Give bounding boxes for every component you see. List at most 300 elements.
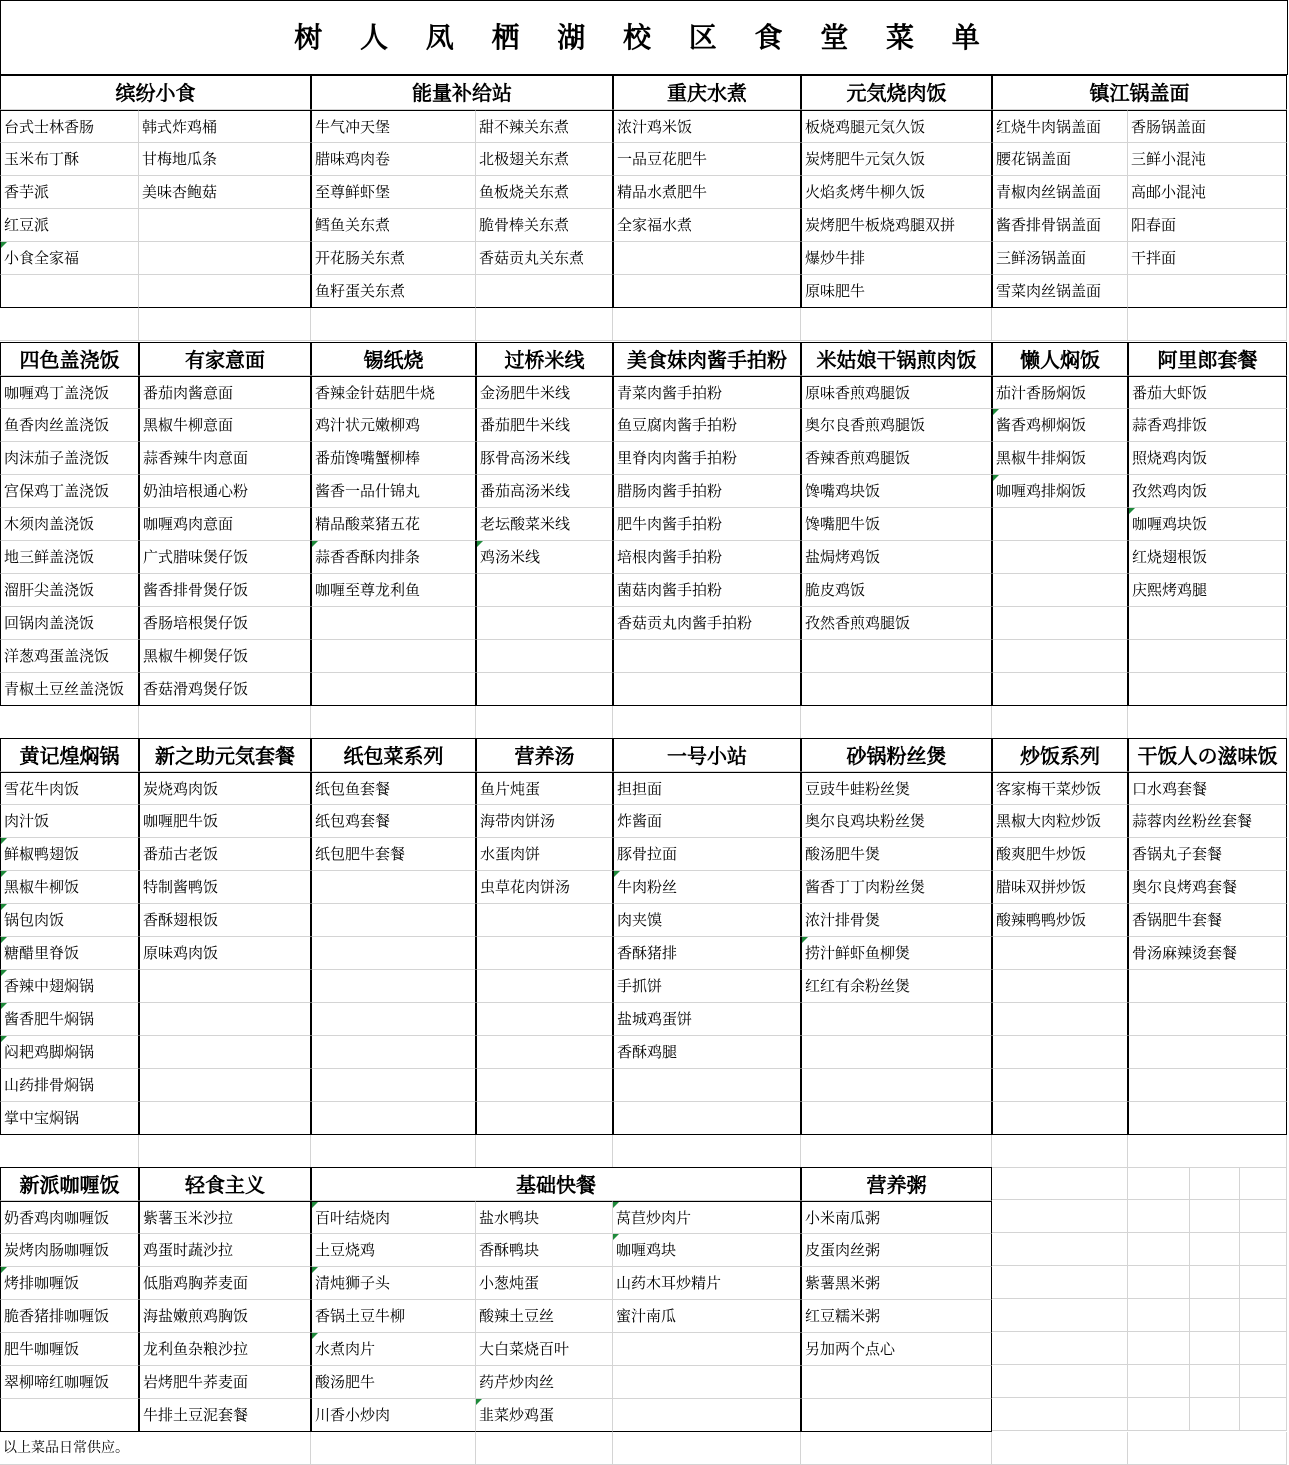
menu-item: 纸包鱼套餐	[311, 772, 476, 805]
menu-item: 鱼豆腐肉酱手拍粉	[613, 409, 801, 442]
menu-item: 一品豆花肥牛	[613, 143, 801, 176]
empty-cell	[0, 275, 139, 308]
menu-item: 黑椒牛柳煲仔饭	[139, 640, 311, 673]
menu-item: 咖喱至尊龙利鱼	[311, 574, 476, 607]
menu-item: 蒜香鸡排饭	[1128, 409, 1287, 442]
spacer-cell	[476, 1432, 613, 1465]
menu-item: 奥尔良香煎鸡腿饭	[801, 409, 992, 442]
empty-cell	[801, 1003, 992, 1036]
menu-item: 韩式炸鸡桶	[139, 110, 311, 143]
section-header: 炒饭系列	[992, 738, 1128, 772]
spacer-cell	[311, 1432, 476, 1465]
menu-item: 咖喱鸡排焖饭	[992, 475, 1128, 508]
spacer-cell	[992, 1398, 1128, 1431]
empty-cell	[613, 1069, 801, 1102]
empty-cell	[311, 904, 476, 937]
menu-item: 地三鲜盖浇饭	[0, 541, 139, 574]
menu-item: 馋嘴鸡块饭	[801, 475, 992, 508]
empty-cell	[613, 640, 801, 673]
menu-item: 香酥鸡腿	[613, 1036, 801, 1069]
menu-item: 特制酱鸭饭	[139, 871, 311, 904]
empty-cell	[613, 242, 801, 275]
menu-item: 蒜香香酥肉排条	[311, 541, 476, 574]
empty-cell	[311, 640, 476, 673]
spacer-cell	[0, 308, 139, 341]
menu-item: 香肠培根煲仔饭	[139, 607, 311, 640]
menu-item: 烤排咖喱饭	[0, 1267, 139, 1300]
section-header: 美食妹肉酱手拍粉	[613, 342, 801, 376]
menu-item: 原味鸡肉饭	[139, 937, 311, 970]
menu-item: 腊味鸡肉卷	[311, 143, 476, 176]
empty-cell	[139, 209, 311, 242]
menu-item: 水煮肉片	[311, 1333, 476, 1366]
menu-item: 紫薯黑米粥	[801, 1267, 992, 1300]
menu-item: 糖醋里脊饭	[0, 937, 139, 970]
empty-cell	[311, 871, 476, 904]
menu-item: 虫草花肉饼汤	[476, 871, 613, 904]
footer-note: 以上菜品日常供应。	[0, 1432, 311, 1465]
spacer-cell	[1240, 1167, 1287, 1200]
menu-item: 蒜蓉肉丝粉丝套餐	[1128, 805, 1287, 838]
menu-item: 蜜汁南瓜	[613, 1300, 801, 1333]
menu-item: 精品水煮肥牛	[613, 176, 801, 209]
spacer-cell	[613, 308, 801, 341]
empty-cell	[992, 937, 1128, 970]
spacer-cell	[476, 1135, 613, 1168]
menu-item: 番茄高汤米线	[476, 475, 613, 508]
menu-item: 咖喱鸡丁盖浇饭	[0, 376, 139, 409]
spacer-cell	[139, 706, 311, 739]
menu-item: 黑椒牛柳意面	[139, 409, 311, 442]
menu-item: 低脂鸡胸荞麦面	[139, 1267, 311, 1300]
menu-item: 盐水鸭块	[476, 1201, 613, 1234]
menu-item: 肥牛咖喱饭	[0, 1333, 139, 1366]
section-header: 重庆水煮	[613, 75, 801, 110]
empty-cell	[992, 541, 1128, 574]
menu-item: 全家福水煮	[613, 209, 801, 242]
menu-item: 香芋派	[0, 176, 139, 209]
spacer-cell	[613, 1432, 801, 1465]
section-header: 新之助元気套餐	[139, 738, 311, 772]
empty-cell	[1128, 1102, 1287, 1135]
empty-cell	[476, 904, 613, 937]
spacer-cell	[1190, 1365, 1240, 1398]
spacer-cell	[1128, 1200, 1190, 1233]
empty-cell	[139, 1003, 311, 1036]
spacer-cell	[1128, 1233, 1190, 1266]
spacer-cell	[1128, 308, 1287, 341]
menu-item: 水蛋肉饼	[476, 838, 613, 871]
empty-cell	[311, 1102, 476, 1135]
spacer-cell	[992, 1167, 1128, 1200]
spacer-cell	[1240, 1200, 1287, 1233]
menu-item: 肉沫茄子盖浇饭	[0, 442, 139, 475]
spacer-cell	[992, 706, 1128, 739]
empty-cell	[311, 1003, 476, 1036]
menu-item: 番茄馋嘴蟹柳棒	[311, 442, 476, 475]
menu-item: 香锅肥牛套餐	[1128, 904, 1287, 937]
menu-item: 孜然鸡肉饭	[1128, 475, 1287, 508]
section-header: 营养粥	[801, 1167, 992, 1201]
menu-item: 骨汤麻辣烫套餐	[1128, 937, 1287, 970]
spacer-cell	[476, 308, 613, 341]
menu-item: 咖喱鸡块	[613, 1234, 801, 1267]
section-header: 阿里郎套餐	[1128, 342, 1287, 376]
section-header: 元気烧肉饭	[801, 75, 992, 110]
menu-item: 小食全家福	[0, 242, 139, 275]
spacer-cell	[311, 706, 476, 739]
menu-item: 宫保鸡丁盖浇饭	[0, 475, 139, 508]
menu-item: 玉米布丁酥	[0, 143, 139, 176]
section-header: 镇江锅盖面	[992, 75, 1287, 110]
menu-item: 脆骨棒关东煮	[476, 209, 613, 242]
empty-cell	[613, 1366, 801, 1399]
menu-item: 紫薯玉米沙拉	[139, 1201, 311, 1234]
menu-item: 韭菜炒鸡蛋	[476, 1399, 613, 1432]
empty-cell	[311, 607, 476, 640]
menu-item: 鸡汁状元嫩柳鸡	[311, 409, 476, 442]
menu-item: 北极翅关东煮	[476, 143, 613, 176]
menu-item: 奶油培根通心粉	[139, 475, 311, 508]
spacer-cell	[476, 706, 613, 739]
empty-cell	[801, 1366, 992, 1399]
spacer-cell	[1190, 1266, 1240, 1299]
menu-item: 肥牛肉酱手拍粉	[613, 508, 801, 541]
menu-item: 酱香排骨锅盖面	[992, 209, 1128, 242]
menu-item: 清炖狮子头	[311, 1267, 476, 1300]
empty-cell	[476, 275, 613, 308]
menu-item: 捞汁鲜虾鱼柳煲	[801, 937, 992, 970]
menu-item: 豚骨高汤米线	[476, 442, 613, 475]
section-header: 新派咖喱饭	[0, 1167, 139, 1201]
menu-item: 干拌面	[1128, 242, 1287, 275]
spacer-cell	[613, 706, 801, 739]
menu-item: 菌菇肉酱手拍粉	[613, 574, 801, 607]
menu-item: 炭烧鸡肉饭	[139, 772, 311, 805]
section-header: 一号小站	[613, 738, 801, 772]
empty-cell	[992, 1069, 1128, 1102]
menu-item: 回锅肉盖浇饭	[0, 607, 139, 640]
menu-item: 浓汁排骨煲	[801, 904, 992, 937]
menu-item: 百叶结烧肉	[311, 1201, 476, 1234]
menu-item: 脆皮鸡饭	[801, 574, 992, 607]
empty-cell	[311, 970, 476, 1003]
menu-item: 肉夹馍	[613, 904, 801, 937]
menu-item: 腊肠肉酱手拍粉	[613, 475, 801, 508]
menu-item: 腰花锅盖面	[992, 143, 1128, 176]
empty-cell	[1128, 1069, 1287, 1102]
empty-cell	[992, 508, 1128, 541]
empty-cell	[311, 673, 476, 706]
section-header: 缤纷小食	[0, 75, 311, 110]
empty-cell	[476, 970, 613, 1003]
menu-item: 鸡蛋时蔬沙拉	[139, 1234, 311, 1267]
empty-cell	[613, 1102, 801, 1135]
empty-cell	[476, 673, 613, 706]
spacer-cell	[1128, 1167, 1190, 1200]
empty-cell	[992, 1003, 1128, 1036]
menu-item: 豆豉牛蛙粉丝煲	[801, 772, 992, 805]
spacer-cell	[992, 1200, 1128, 1233]
menu-item: 培根肉酱手拍粉	[613, 541, 801, 574]
menu-item: 盐焗烤鸡饭	[801, 541, 992, 574]
spacer-cell	[1190, 1332, 1240, 1365]
menu-item: 酱香排骨煲仔饭	[139, 574, 311, 607]
menu-item: 莴苣炒肉片	[613, 1201, 801, 1234]
menu-item: 浓汁鸡米饭	[613, 110, 801, 143]
section-header: 营养汤	[476, 738, 613, 772]
menu-item: 红豆派	[0, 209, 139, 242]
menu-item: 口水鸡套餐	[1128, 772, 1287, 805]
menu-item: 香菇滑鸡煲仔饭	[139, 673, 311, 706]
section-header: 有家意面	[139, 342, 311, 376]
spacer-cell	[992, 1135, 1128, 1168]
menu-item: 酸辣土豆丝	[476, 1300, 613, 1333]
empty-cell	[801, 640, 992, 673]
spacer-cell	[1240, 1299, 1287, 1332]
menu-item: 广式腊味煲仔饭	[139, 541, 311, 574]
menu-item: 至尊鲜虾堡	[311, 176, 476, 209]
menu-item: 精品酸菜猪五花	[311, 508, 476, 541]
empty-cell	[992, 607, 1128, 640]
menu-item: 酸辣鸭鸭炒饭	[992, 904, 1128, 937]
menu-item: 庆熙烤鸡腿	[1128, 574, 1287, 607]
spacer-cell	[311, 1135, 476, 1168]
menu-item: 炸酱面	[613, 805, 801, 838]
empty-cell	[476, 574, 613, 607]
spacer-cell	[1240, 1266, 1287, 1299]
section-header: 米姑娘干锅煎肉饭	[801, 342, 992, 376]
empty-cell	[801, 1069, 992, 1102]
menu-item: 酱香鸡柳焖饭	[992, 409, 1128, 442]
menu-item: 翠柳啼红咖喱饭	[0, 1366, 139, 1399]
menu-item: 青椒肉丝锅盖面	[992, 176, 1128, 209]
menu-item: 掌中宝焖锅	[0, 1102, 139, 1135]
spacer-cell	[801, 706, 992, 739]
spacer-cell	[1190, 1200, 1240, 1233]
menu-item: 红红有余粉丝煲	[801, 970, 992, 1003]
empty-cell	[311, 1036, 476, 1069]
menu-item: 香辣中翅焖锅	[0, 970, 139, 1003]
menu-item: 洋葱鸡蛋盖浇饭	[0, 640, 139, 673]
empty-cell	[992, 970, 1128, 1003]
spacer-cell	[139, 1135, 311, 1168]
menu-item: 山药排骨焖锅	[0, 1069, 139, 1102]
menu-item: 大白菜烧百叶	[476, 1333, 613, 1366]
menu-item: 高邮小混沌	[1128, 176, 1287, 209]
menu-item: 香辣金针菇肥牛烧	[311, 376, 476, 409]
menu-item: 牛肉粉丝	[613, 871, 801, 904]
empty-cell	[1128, 673, 1287, 706]
empty-cell	[476, 1003, 613, 1036]
spacer-cell	[992, 308, 1128, 341]
spacer-cell	[311, 308, 476, 341]
menu-item: 纸包鸡套餐	[311, 805, 476, 838]
menu-item: 海盐嫩煎鸡胸饭	[139, 1300, 311, 1333]
menu-item: 阳春面	[1128, 209, 1287, 242]
menu-item: 牛排土豆泥套餐	[139, 1399, 311, 1432]
menu-item: 青菜肉酱手拍粉	[613, 376, 801, 409]
menu-item: 香酥猪排	[613, 937, 801, 970]
spacer-cell	[1190, 1167, 1240, 1200]
menu-item: 龙利鱼杂粮沙拉	[139, 1333, 311, 1366]
menu-item: 台式士林香肠	[0, 110, 139, 143]
empty-cell	[311, 1069, 476, 1102]
spacer-cell	[992, 1233, 1128, 1266]
empty-cell	[613, 1333, 801, 1366]
menu-item: 咖喱肥牛饭	[139, 805, 311, 838]
menu-item: 雪花牛肉饭	[0, 772, 139, 805]
menu-item: 老坛酸菜米线	[476, 508, 613, 541]
spacer-cell	[1128, 1266, 1190, 1299]
empty-cell	[1128, 970, 1287, 1003]
menu-item: 开花肠关东煮	[311, 242, 476, 275]
menu-item: 锅包肉饭	[0, 904, 139, 937]
menu-item: 另加两个点心	[801, 1333, 992, 1366]
spacer-cell	[1190, 1233, 1240, 1266]
empty-cell	[139, 1102, 311, 1135]
menu-item: 香锅丸子套餐	[1128, 838, 1287, 871]
menu-item: 三鲜汤锅盖面	[992, 242, 1128, 275]
menu-item: 肉汁饭	[0, 805, 139, 838]
menu-item: 香菇贡丸肉酱手拍粉	[613, 607, 801, 640]
menu-item: 板烧鸡腿元気久饭	[801, 110, 992, 143]
empty-cell	[992, 574, 1128, 607]
empty-cell	[801, 1036, 992, 1069]
empty-cell	[139, 970, 311, 1003]
menu-item: 鸡汤米线	[476, 541, 613, 574]
menu-item: 香肠锅盖面	[1128, 110, 1287, 143]
spacer-cell	[1128, 1299, 1190, 1332]
menu-item: 炭烤肉肠咖喱饭	[0, 1234, 139, 1267]
menu-item: 岩烤肥牛荞麦面	[139, 1366, 311, 1399]
section-header: 懒人焖饭	[992, 342, 1128, 376]
spacer-cell	[801, 308, 992, 341]
menu-item: 酸爽肥牛炒饭	[992, 838, 1128, 871]
menu-item: 番茄肥牛米线	[476, 409, 613, 442]
menu-item: 脆香猪排咖喱饭	[0, 1300, 139, 1333]
spacer-cell	[992, 1365, 1128, 1398]
menu-item: 山药木耳炒精片	[613, 1267, 801, 1300]
empty-cell	[311, 937, 476, 970]
menu-item: 甜不辣关东煮	[476, 110, 613, 143]
menu-item: 酸汤肥牛煲	[801, 838, 992, 871]
empty-cell	[1128, 1036, 1287, 1069]
menu-item: 皮蛋肉丝粥	[801, 1234, 992, 1267]
menu-item: 爆炒牛排	[801, 242, 992, 275]
empty-cell	[476, 1069, 613, 1102]
menu-item: 黑椒牛柳饭	[0, 871, 139, 904]
menu-item: 甘梅地瓜条	[139, 143, 311, 176]
spacer-cell	[613, 1135, 801, 1168]
menu-item: 火焰炙烤牛柳久饭	[801, 176, 992, 209]
menu-item: 豚骨拉面	[613, 838, 801, 871]
spacer-cell	[1190, 1398, 1240, 1431]
menu-item: 鳕鱼关东煮	[311, 209, 476, 242]
empty-cell	[1128, 607, 1287, 640]
empty-cell	[992, 1102, 1128, 1135]
spacer-cell	[1128, 1398, 1190, 1431]
menu-item: 雪菜肉丝锅盖面	[992, 275, 1128, 308]
empty-cell	[0, 1399, 139, 1432]
menu-item: 香酥翅根饭	[139, 904, 311, 937]
menu-item: 黑椒牛排焖饭	[992, 442, 1128, 475]
empty-cell	[1128, 275, 1287, 308]
menu-item: 盐城鸡蛋饼	[613, 1003, 801, 1036]
empty-cell	[476, 607, 613, 640]
menu-item: 美味杏鲍菇	[139, 176, 311, 209]
menu-item: 红烧翅根饭	[1128, 541, 1287, 574]
menu-item: 奥尔良鸡块粉丝煲	[801, 805, 992, 838]
menu-item: 闷耙鸡脚焖锅	[0, 1036, 139, 1069]
menu-item: 炭烤肥牛元気久饭	[801, 143, 992, 176]
menu-item: 番茄大虾饭	[1128, 376, 1287, 409]
empty-cell	[613, 275, 801, 308]
spacer-cell	[1240, 1233, 1287, 1266]
menu-item: 客家梅干菜炒饭	[992, 772, 1128, 805]
empty-cell	[992, 1036, 1128, 1069]
menu-item: 鲜椒鸭翅饭	[0, 838, 139, 871]
menu-item: 原味香煎鸡腿饭	[801, 376, 992, 409]
spacer-cell	[1128, 1365, 1190, 1398]
menu-item: 小葱炖蛋	[476, 1267, 613, 1300]
empty-cell	[613, 1399, 801, 1432]
menu-item: 青椒土豆丝盖浇饭	[0, 673, 139, 706]
empty-cell	[801, 1102, 992, 1135]
menu-item: 酸汤肥牛	[311, 1366, 476, 1399]
menu-item: 黑椒大肉粒炒饭	[992, 805, 1128, 838]
spacer-cell	[992, 1299, 1128, 1332]
menu-item: 酱香丁丁肉粉丝煲	[801, 871, 992, 904]
spacer-cell	[801, 1432, 992, 1465]
spacer-cell	[992, 1332, 1128, 1365]
spacer-cell	[1128, 1432, 1287, 1465]
menu-item: 酱香一品什锦丸	[311, 475, 476, 508]
menu-item: 担担面	[613, 772, 801, 805]
menu-item: 蒜香辣牛肉意面	[139, 442, 311, 475]
spacer-cell	[1128, 1135, 1287, 1168]
menu-item: 土豆烧鸡	[311, 1234, 476, 1267]
menu-item: 照烧鸡肉饭	[1128, 442, 1287, 475]
empty-cell	[476, 1036, 613, 1069]
menu-item: 三鲜小混沌	[1128, 143, 1287, 176]
section-header: 干饭人の滋味饭	[1128, 738, 1287, 772]
empty-cell	[139, 242, 311, 275]
menu-item: 里脊肉肉酱手拍粉	[613, 442, 801, 475]
menu-item: 鱼板烧关东煮	[476, 176, 613, 209]
empty-cell	[992, 640, 1128, 673]
section-header: 锡纸烧	[311, 342, 476, 376]
spacer-cell	[1240, 1398, 1287, 1431]
empty-cell	[801, 673, 992, 706]
menu-item: 红烧牛肉锅盖面	[992, 110, 1128, 143]
empty-cell	[476, 640, 613, 673]
spacer-cell	[1240, 1332, 1287, 1365]
menu-item: 溜肝尖盖浇饭	[0, 574, 139, 607]
section-header: 纸包菜系列	[311, 738, 476, 772]
menu-item: 腊味双拼炒饭	[992, 871, 1128, 904]
empty-cell	[476, 1102, 613, 1135]
empty-cell	[613, 673, 801, 706]
empty-cell	[139, 275, 311, 308]
menu-item: 馋嘴肥牛饭	[801, 508, 992, 541]
menu-item: 纸包肥牛套餐	[311, 838, 476, 871]
page-title: 树 人 凤 栖 湖 校 区 食 堂 菜 单	[0, 0, 1288, 75]
spacer-cell	[1128, 1332, 1190, 1365]
section-header: 黄记煌焖锅	[0, 738, 139, 772]
menu-item: 香菇贡丸关东煮	[476, 242, 613, 275]
menu-item: 小米南瓜粥	[801, 1201, 992, 1234]
